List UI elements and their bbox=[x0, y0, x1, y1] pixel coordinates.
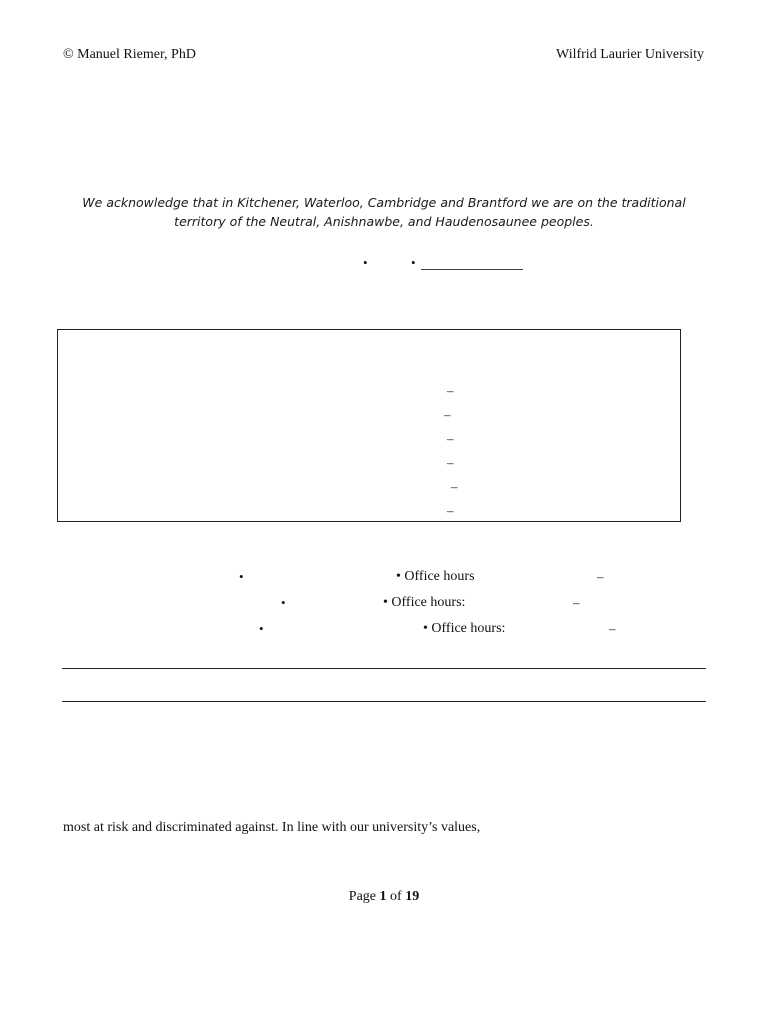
hyperlink-underline[interactable] bbox=[421, 269, 523, 270]
office-hours-label-2: • Office hours: bbox=[383, 595, 466, 610]
header-author: © Manuel Riemer, PhD bbox=[63, 47, 196, 62]
office-hours-dash-2: – bbox=[573, 595, 580, 610]
page-of: of bbox=[390, 889, 402, 904]
contact-bullet-1: • bbox=[239, 569, 244, 584]
contact-bullet-2: • bbox=[281, 595, 286, 610]
header-institution: Wilfrid Laurier University bbox=[556, 47, 704, 62]
office-hours-label-3: • Office hours: bbox=[423, 621, 506, 636]
box-dash-6: – bbox=[447, 503, 454, 518]
bullet-2: • bbox=[411, 255, 416, 270]
box-dash-2: – bbox=[444, 407, 451, 422]
office-hours-dash-1: – bbox=[597, 569, 604, 584]
page-current: 1 bbox=[379, 889, 387, 904]
course-info-box bbox=[57, 329, 681, 522]
office-hours-dash-3: – bbox=[609, 621, 616, 636]
box-dash-4: – bbox=[447, 455, 454, 470]
horizontal-rule-1 bbox=[62, 668, 706, 669]
page-number bbox=[0, 889, 768, 905]
body-paragraph-line: most at risk and discriminated against. In line with our university’s values, bbox=[63, 820, 481, 835]
page-total: 19 bbox=[405, 889, 420, 904]
box-dash-1: – bbox=[447, 383, 454, 398]
land-acknowledgement bbox=[60, 193, 708, 231]
acknowledgement-line-1: We acknowledge that in Kitchener, Waterloo, Cambridge and Brantford we are on the traditional bbox=[82, 195, 686, 210]
office-hours-label-1: • Office hours bbox=[396, 569, 475, 584]
page-prefix: Page bbox=[348, 889, 377, 904]
box-dash-3: – bbox=[447, 431, 454, 446]
contact-bullet-3: • bbox=[259, 621, 264, 636]
acknowledgement-line-2: territory of the Neutral, Anishnawbe, and Haudenosaunee peoples. bbox=[174, 214, 594, 229]
bullet-1: • bbox=[363, 255, 368, 270]
box-dash-5: – bbox=[451, 479, 458, 494]
horizontal-rule-2 bbox=[62, 701, 706, 702]
